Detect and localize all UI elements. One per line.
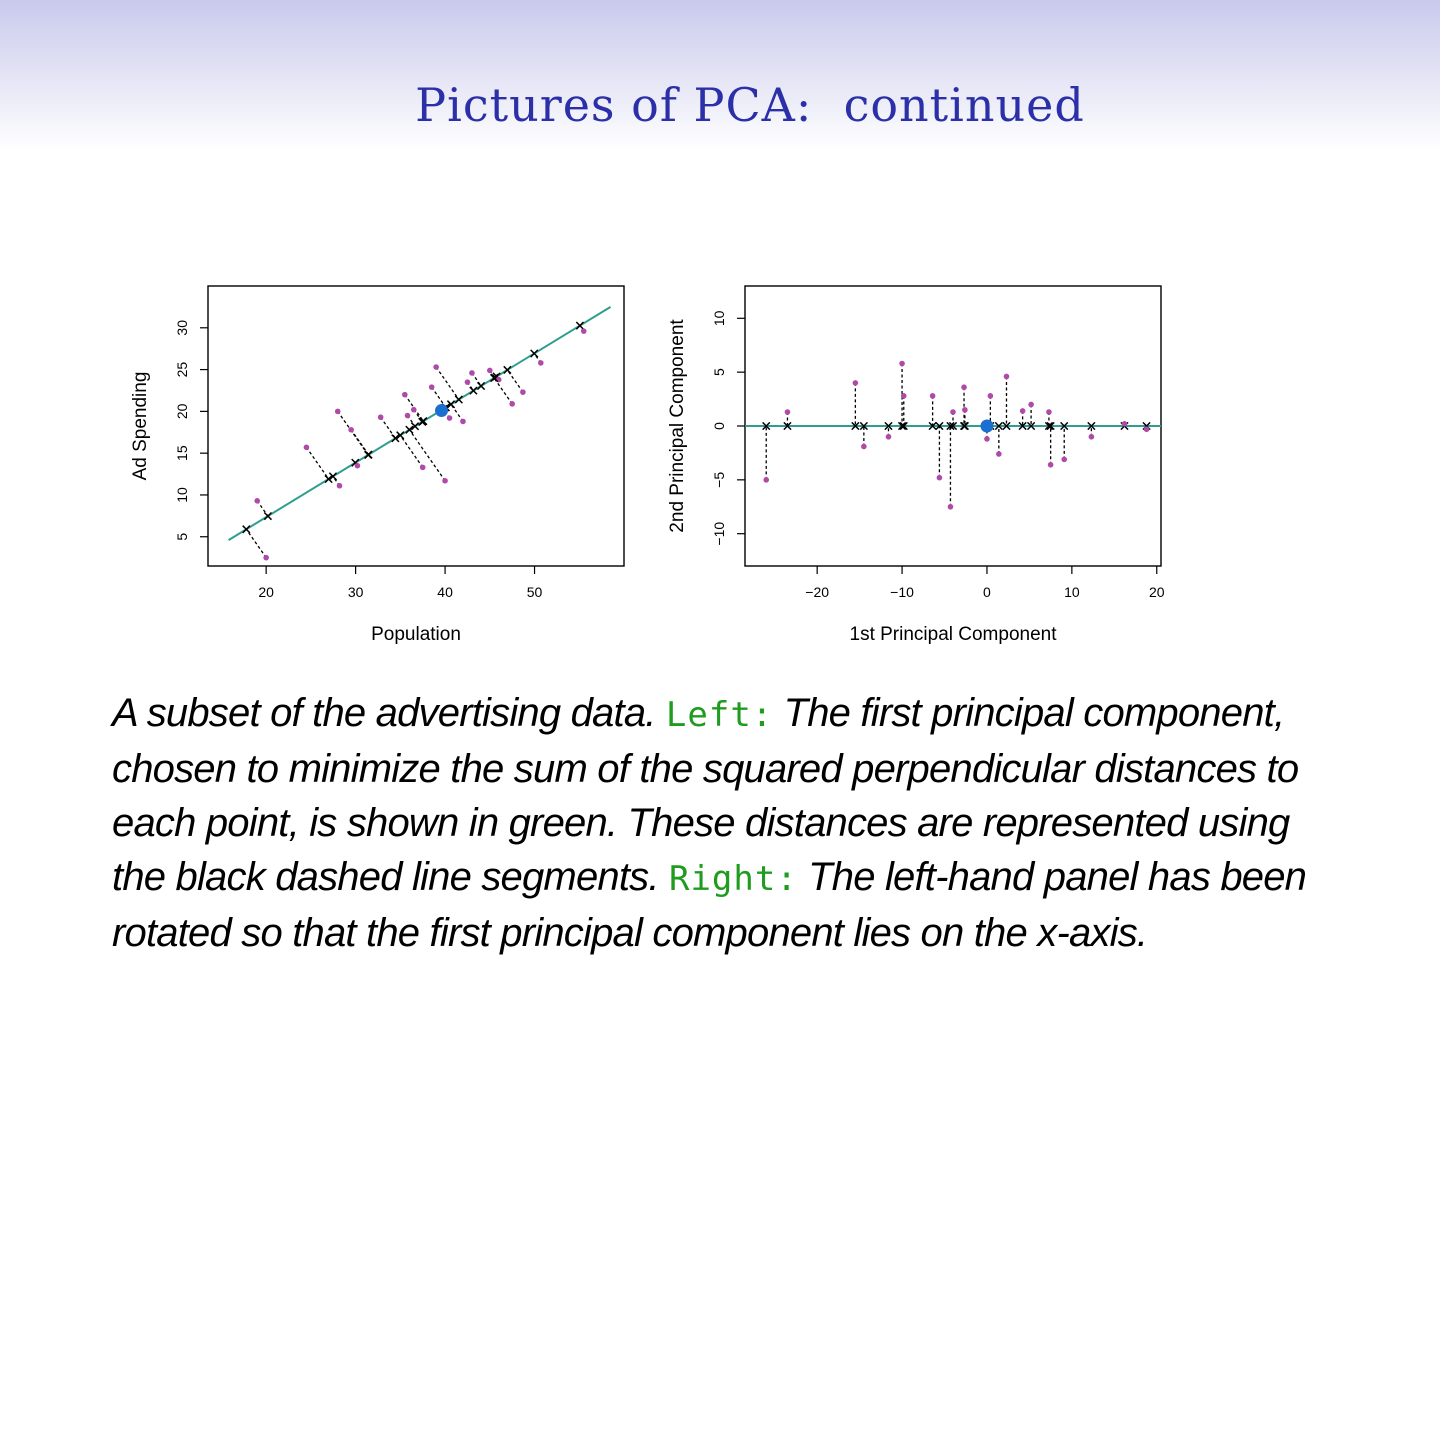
data-point <box>335 409 341 415</box>
data-point <box>304 445 310 451</box>
data-point <box>254 498 260 504</box>
x-axis-label: 1st Principal Component <box>849 624 1057 645</box>
x-tick-label: 40 <box>437 584 453 600</box>
projection-marker <box>365 451 372 458</box>
data-point <box>1028 402 1034 408</box>
y-tick-label: 10 <box>174 487 190 503</box>
data-point <box>420 465 426 471</box>
data-point <box>1004 374 1010 380</box>
data-point <box>861 444 867 450</box>
data-point <box>886 434 892 440</box>
projection-marker <box>504 366 511 373</box>
projection-marker <box>477 382 484 389</box>
data-point <box>988 393 994 399</box>
x-tick-label: 50 <box>526 584 543 600</box>
x-tick-label: 0 <box>983 584 991 600</box>
distance-segment <box>436 367 459 399</box>
distance-segment <box>351 430 368 455</box>
data-point <box>378 414 384 420</box>
y-tick-label: −5 <box>711 471 727 488</box>
x-tick-label: 10 <box>1064 584 1080 600</box>
data-point <box>447 415 453 421</box>
distance-segment <box>246 529 266 557</box>
data-point <box>442 478 448 484</box>
plot-area <box>229 307 611 561</box>
data-point <box>581 328 587 334</box>
x-tick-label: −20 <box>805 584 830 600</box>
data-point <box>460 419 466 425</box>
data-point <box>411 407 417 413</box>
projection-marker <box>531 350 538 357</box>
data-point <box>853 380 859 386</box>
data-point <box>465 379 471 385</box>
projection-marker <box>243 526 250 533</box>
data-point <box>1061 457 1067 463</box>
data-point <box>763 477 769 483</box>
y-tick-label: 10 <box>711 310 727 327</box>
caption-right-tag: Right: <box>668 859 798 899</box>
data-point <box>509 401 515 407</box>
data-point <box>1048 462 1054 468</box>
pca-figure <box>100 270 1200 660</box>
data-point <box>402 392 408 398</box>
data-point <box>962 407 968 413</box>
data-point <box>1144 426 1150 432</box>
y-tick-label: −10 <box>711 521 727 546</box>
y-axis-label: 2nd Principal Component <box>667 319 688 533</box>
distance-segment <box>306 447 328 479</box>
data-point <box>538 360 544 366</box>
data-point <box>433 364 439 370</box>
data-point <box>429 384 435 390</box>
plot-area <box>745 361 1161 510</box>
projection-marker <box>470 387 477 394</box>
data-point <box>348 427 354 433</box>
caption-intro: A subset of the advertising data. <box>112 691 666 735</box>
x-axis-label: Population <box>371 624 461 645</box>
mean-point <box>435 404 448 417</box>
projection-marker <box>455 396 462 403</box>
slide-title: Pictures of PCA: continued <box>415 78 1085 132</box>
data-point <box>1046 409 1052 415</box>
projection-marker <box>576 322 583 329</box>
distance-segment <box>494 378 512 404</box>
data-point <box>996 451 1002 457</box>
y-tick-label: 5 <box>711 368 727 377</box>
data-point <box>785 409 791 415</box>
x-tick-label: −10 <box>890 584 914 600</box>
caption-left-text: The first principal component, chosen to minimize the sum of the squared perpendicular distances to each point, is shown in green. These distances are represented using the black dashed line segments. <box>112 691 1299 899</box>
figure-caption <box>112 686 1332 960</box>
distance-segment <box>409 430 445 481</box>
data-point <box>1122 421 1128 427</box>
x-tick-label: 20 <box>1148 584 1165 600</box>
data-point <box>263 555 269 561</box>
y-tick-label: 15 <box>174 445 190 461</box>
data-point <box>984 436 990 442</box>
y-tick-label: 30 <box>174 320 190 336</box>
x-tick-label: 20 <box>258 584 274 600</box>
y-tick-label: 25 <box>174 361 190 378</box>
distance-segment <box>400 435 422 467</box>
caption-right-text: The left-hand panel has been rotated so that the first principal component lies on the x-axis. <box>112 855 1307 955</box>
y-tick-label: 20 <box>174 403 190 420</box>
data-point <box>355 463 361 469</box>
data-point <box>930 393 936 399</box>
data-point <box>487 368 493 374</box>
data-point <box>469 370 475 376</box>
right-panel-principal-components <box>667 286 1165 645</box>
data-point <box>405 413 411 419</box>
y-axis-label: Ad Spending <box>130 371 151 481</box>
data-point <box>1089 434 1095 440</box>
caption-left-tag: Left: <box>665 695 774 735</box>
left-panel-population-vs-ad-spending <box>130 286 624 645</box>
data-point <box>901 393 907 399</box>
y-tick-label: 0 <box>711 422 727 430</box>
x-tick-label: 30 <box>347 584 364 600</box>
data-point <box>961 384 967 390</box>
data-point <box>337 483 343 489</box>
data-point <box>950 409 956 415</box>
data-point <box>937 475 943 481</box>
data-point <box>948 504 954 510</box>
data-point <box>520 389 526 395</box>
mean-point <box>980 420 993 433</box>
data-point <box>1020 408 1026 414</box>
y-tick-label: 5 <box>174 532 190 541</box>
data-point <box>899 361 905 367</box>
projection-marker <box>264 512 271 519</box>
